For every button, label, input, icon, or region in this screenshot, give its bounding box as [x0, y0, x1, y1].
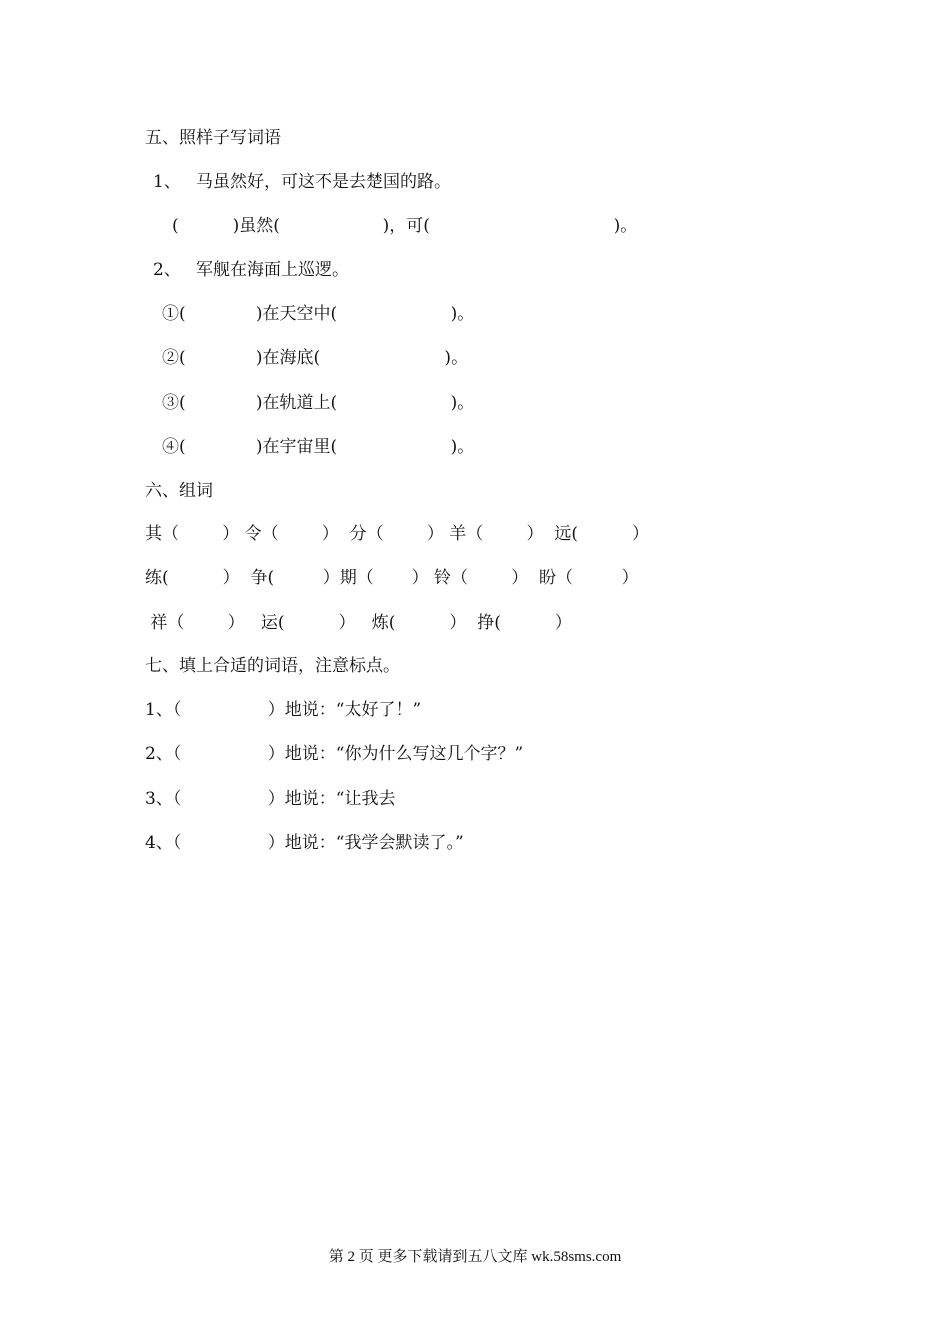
q1-sentence: 马虽然好，可这不是去楚国的路。: [196, 172, 451, 192]
q2-label: 2、: [153, 260, 181, 280]
q2-item: ②( )在海底( )。: [162, 348, 469, 368]
section-7-heading: 七、填上合适的词语，注意标点。: [145, 656, 400, 676]
word-group-row: 祥（ ） 运( ） 炼( ） 挣( ）: [145, 613, 572, 633]
q2-sentence: 军舰在海面上巡逻。: [196, 260, 349, 280]
word-group-row: 其（ ） 令（ ） 分（ ） 羊（ ） 远( ）: [145, 524, 650, 544]
fill-item: 3、（ ）地说：“让我去: [145, 789, 396, 809]
fill-item: 4、（ ）地说：“我学会默读了。”: [145, 833, 464, 853]
q2-item: ①( )在天空中( )。: [162, 304, 475, 324]
q2-item: ④( )在宇宙里( )。: [162, 437, 475, 457]
q2-item: ③( )在轨道上( )。: [162, 393, 475, 413]
word-group-row: 练( ） 争( ）期（ ） 铃（ ） 盼（ ）: [145, 568, 639, 588]
fill-item: 1、（ ）地说：“太好了！”: [145, 700, 422, 720]
q1-label: 1、: [153, 172, 181, 192]
section-5-heading: 五、照样子写词语: [145, 128, 281, 148]
q1-pattern: ( )虽然( )，可( )。: [172, 216, 638, 236]
fill-item: 2、（ ）地说：“你为什么写这几个字？”: [145, 744, 524, 764]
page-footer: 第 2 页 更多下载请到五八文库 wk.58sms.com: [328, 1249, 622, 1265]
section-6-heading: 六、组词: [145, 481, 213, 501]
